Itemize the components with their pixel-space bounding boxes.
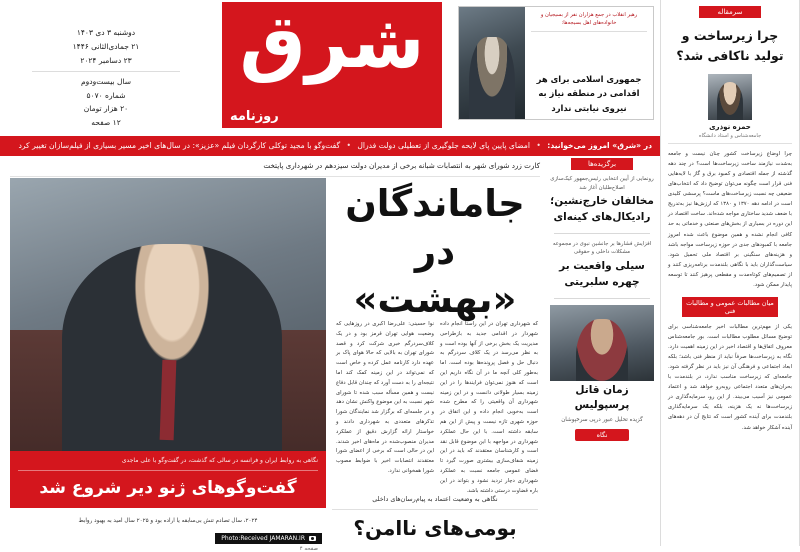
highlight-item-1[interactable]: امضای پایین پای لایحه جلوگیری از تعطیلی دولت فدرال [357,141,530,150]
issue-pages: ۱۲ صفحه [91,118,121,128]
rail-item-2[interactable] [548,240,656,291]
issue-date-gregorian: ۲۳ دسامبر ۲۰۲۴ [80,55,132,65]
interview-kicker: نگاهی به روابط ایران و فرانسه در سالی که گذشت، در گفت‌وگو با علی ماجدی [18,456,318,471]
editorial-body-1: چرا اوضاع زیرساخت کشور چنان نیست و جامعه به‌شدت نیازمند ساخت زیرساخت‌ها است؟ در چند دهه گذشته از جمله اقتصادی و کمبود برق و گاز با لایه‌هایی فنی قرار است چگونه می‌توان توضیح داد که انتخاب‌های ضعیفی چه نسبت زیرساخت‌های ماست؟ پرسشی کلیدی است در ادامه دهه ۱۳۷۰ و ۱۳۸۰ که ارزش‌ها نیز به‌تدریج با ضعف شدید ساختاری مواجه شده‌اند. ساخت اقتصاد در این دوره در بسیاری از بخش‌های صنعتی و خدماتی به حد کافی انجام نشده و همین موضوع باعث شده امروز جامعه با کمبودهای جدی در حوزه زیرساخت مواجه باشد و هزینه‌های سنگینی بر اقتصاد ملی تحمیل شود. سیاست‌گذاران باید با نگاهی بلندمدت برنامه‌ریزی کنند و از تصمیم‌های کوتاه‌مدت و مقطعی پرهیز کنند تا توسعه پایدار ممکن شود. [668,151,793,288]
editorial-subsection-tag: میان مطالبات عمومی و مطالبات فنی [682,297,778,317]
lead-story-headline[interactable]: جاماندگان در «بهشت» [345,182,525,322]
rail-tag: برگزیده‌ها [571,158,633,170]
meta-divider [32,71,180,72]
page-number: صفحه ۴ [299,546,318,552]
rail-item-2-kicker: افزایش فشارها بر جانشین نبوی در مجموعه مشکلات داخلی و حقوقی [552,240,652,256]
editorial-title[interactable]: چرا زیرساخت و تولید ناکافی شد؟ [676,28,784,63]
highlight-item-2[interactable]: گفت‌وگو با مجید توکلی کارگردان فیلم «عزیز»: در سال‌های اخیر مسیر بسیاری از فیلم‌سازان تغییر کرد [18,141,341,150]
photo-credit [215,533,322,544]
bottom-teaser[interactable] [332,494,538,540]
lead-story-kicker: کارت زرد شورای شهر به انتصابات شبانه برخی از مدیران دولت سیزدهم در شهرداری پایتخت [10,160,540,177]
rail-item-photo [550,305,654,381]
camera-icon [309,536,316,541]
editorial-author-role: جامعه‌شناس و استاد دانشگاه [668,133,792,144]
photo-credit-text: Photo:Received JAMARAN.IR [221,535,305,542]
issue-number: شماره ۵۰۷۰ [86,90,126,100]
issue-year: سال بیست‌و‌دوم [80,76,132,86]
lead-story [2,158,540,552]
bullet-separator: • [536,141,541,150]
selected-stories-rail [544,158,660,546]
leader-quote-box [458,6,654,120]
editorial-author-photo [708,74,752,120]
issue-date-solar: دوشنبه ۳ دی ۱۴۰۳ [76,28,136,37]
lead-story-body-column-1: که شهرداری تهران در این راستا انجام داده شهردار در اقدامی جدید به بازطراحی مدیریت یک بخش برخی از آنها بوده است و به نظر می‌رسد در یک کلاف سردرگم به دنبال حل و فصل پرونده‌ها بوده است. اما به‌طور کلی آنچه ما در آن نگاه داریم این است که هنوز نمی‌توان فرایندها را در این زمینه بسیار طولانی دانست و در این زمینه شهرداری آن واقعیتی را که مطرح شده است به‌خوبی انجام داده و این اتفاق در حوزه شهری تازه نیست و پیش از این هم سابقه داشته است. با این حال عملکرد شهرداری در مواجهه با این موضوع قابل نقد است و کارشناسان معتقدند که باید در این زمینه شفاف‌سازی بیشتری صورت گیرد تا فضای عمومی جامعه نسبت به عملکرد شهرداری دچار تردید نشود و بتواند در این باره قضاوت درستی داشته باشد. [440,321,538,494]
rail-divider-1 [554,233,650,234]
rail-photo-subtitle: گزیده تحلیل عبور درپی سرخپوشان [561,417,643,424]
editorial-tag: سرمقاله [699,6,761,18]
rail-item-1-title: مخالفان خارج‌نشین؛ رادیکال‌های کینه‌ای [550,195,654,224]
editorial-column [660,0,800,546]
interview-footnote: ۲۰۲۴، سال تصادم تنش بی‌سابقه یا اراده بود و ۲۰۲۵ سال امید به بهبود روابط [78,517,258,524]
rail-item-1[interactable] [548,175,656,226]
rail-item-2-title: سیلی واقعیت بر چهره سلبریتی [559,260,645,288]
interview-caption-band[interactable] [10,451,326,508]
highlights-lead: در «شرق» امروز می‌خوانید: [547,141,652,150]
bottom-teaser-title: بومی‌های ناامن؟ [353,516,517,540]
rail-divider-2 [554,298,650,299]
rail-item-1-kicker: رونمایی از آیین انتخابی رئیس‌جمهور کیک‌سازی اصلاح‌طلبان آغاز شد [550,176,654,191]
logo-subtitle: روزنامه [230,109,279,124]
editorial-body-2: یکی از مهم‌ترین مطالبات اخیر جامعه‌شناسی برای توضیح مسائل مطلوب مطالبات است. بور جامعه‌شناس معروف اتفاق‌ها و اقتصاد اخیر در این زمینه اهمیت دارد. نگاه به زیرساخت‌ها صرفاً نباید از منظر فنی باشد؛ بلکه ابعاد اجتماعی و فرهنگی آن نیز باید در نظر گرفته شود. جامعه‌ای که زیرساخت مناسب ندارد، در بلندمدت با بحران‌های متعدد اجتماعی روبه‌رو خواهد شد و اعتماد عمومی نیز آسیب می‌بیند. از این رو، سرمایه‌گذاری در زیرساخت‌ها نه یک هزینه، بلکه یک سرمایه‌گذاری بلندمدت برای آینده کشور است که نتایج آن در دهه‌های آینده آشکار خواهد شد. [668,323,792,431]
newspaper-logo [222,2,442,128]
leader-quote: جمهوری اسلامی برای هر اقدامی در منطقه نیاز به نیروی نیابتی ندارد [536,73,642,113]
rail-photo-item[interactable] [548,305,656,442]
issue-metadata [6,26,206,130]
interview-title: گفت‌وگوهای ژنو دیر شروع شد [39,478,297,499]
lead-story-body-column-2: نوا حسینی: علی‌رضا اکبری در روزهایی که وضعیت هوایی تهران قرمز بود و در یک کلاف‌سردرگم خبری شرکت کرد و قصد شورای تهران به بالایی که حالا هوای پاک بر عهده دارد کارنامه عمل کرده و خاص است که نمی‌تواند در این زمینه کمک کند اما نتیجه‌ای را به دست آورد که چندان قابل دفاع نیست و همین مسأله سبب شده تا شورای شهر نسبت به این موضوع واکنش نشان دهد و در جلسه‌ای که برگزار شد نمایندگان شورا تذکرهای متعددی به شهرداری دادند و خواستار ارائه گزارش دقیق از عملکرد مدیران منصوب‌شده در ماه‌های اخیر شدند. این در حالی است که برخی از اعضای شورا معتقدند انتصابات اخیر با ضوابط مصوب شورا همخوانی ندارد. [336,321,434,474]
rail-view-button[interactable]: نگاه [575,429,629,441]
masthead [0,0,660,134]
front-page-content [0,158,660,552]
leader-kicker: رهبر انقلاب در جمع هزاران نفر از بسیجیان و خانواده‌های اهل بسیجه‌ها: [531,12,647,32]
rail-photo-title: زمان قاتل پرسپولیس [574,383,630,412]
editorial-author-name: حمزه نوذری [709,123,751,131]
leader-text [525,7,653,119]
logo-wordmark: شرق [239,0,425,85]
issue-date-lunar: ۲۱ جمادی‌الثانی ۱۴۴۶ [72,41,140,51]
bottom-teaser-kicker: نگاهی به وضعیت اعتماد به پیام‌رسان‌های داخلی [332,494,538,510]
issue-price: ۲۰ هزار تومان [83,104,129,114]
today-highlights-strip [0,136,660,156]
bullet-separator-2: • [346,141,351,150]
leader-portrait [459,7,525,119]
photo-tie [160,359,177,439]
